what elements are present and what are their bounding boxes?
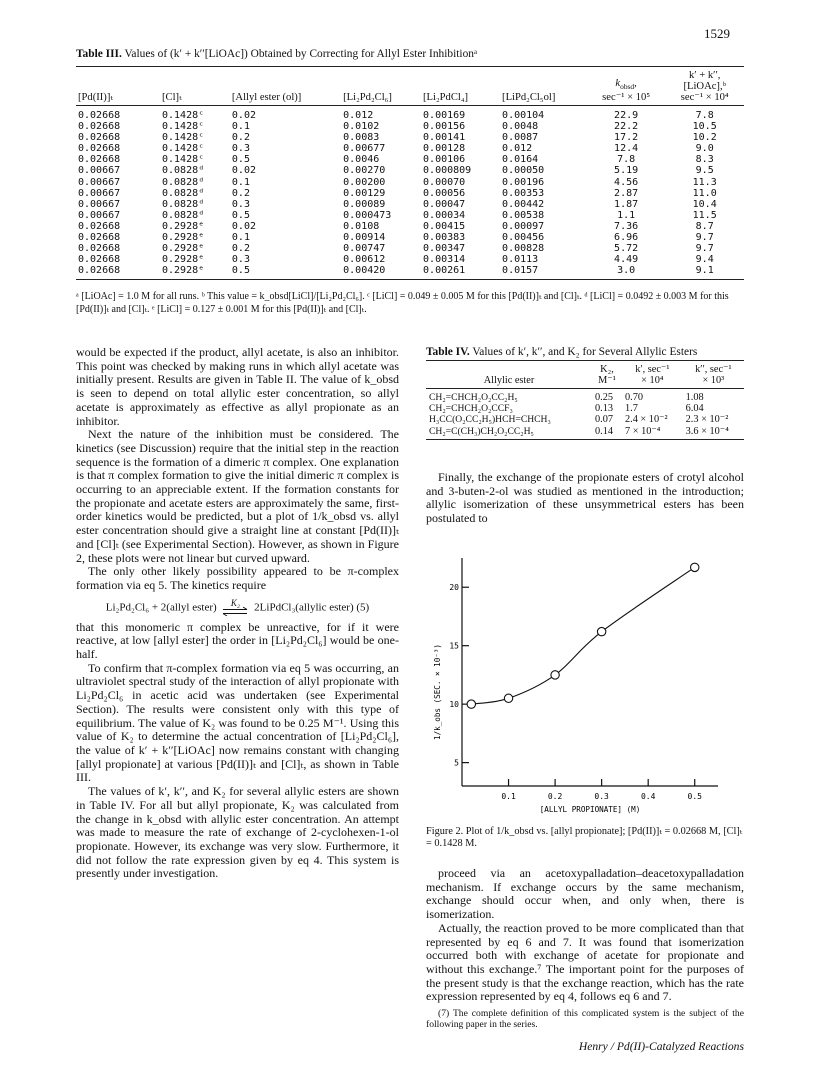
table3-row [76, 199, 744, 210]
table3-cell: 17.2 [614, 132, 639, 144]
table3-cell: 0.5 [231, 154, 250, 166]
table3-cell: 0.00128 [423, 143, 466, 155]
table3-cell: 0.00538 [502, 209, 545, 221]
table3-cell: 0.0113 [502, 254, 539, 266]
eq-constant: K₂ [230, 597, 240, 608]
x-tick-label: 0.4 [640, 792, 656, 801]
table3-cell: 9.7 [695, 232, 714, 244]
table3-header: [Li₂Pd₂Cl₆] [341, 67, 421, 106]
table3-cell: 22.2 [614, 121, 639, 133]
table3-cell: 9.5 [695, 165, 714, 177]
table4-cell: 0.13 [595, 403, 614, 415]
figure-2-chart [426, 546, 744, 820]
table4-cell: 2.4 × 10⁻² [624, 414, 668, 426]
table4-cell: 6.04 [685, 403, 704, 415]
table3-cell: 0.00129 [343, 187, 386, 199]
table3-cell: 0.1 [231, 121, 250, 133]
table4-header-k1 [622, 361, 683, 389]
table4-header-k3 [683, 361, 744, 389]
paragraph: Finally, the exchange of the propionate esters of crotyl alcohol and 3-buten-2-ol was studied as mentioned in the introduction; allylic isomerization of these unsymmetrical esters has been postulated to [426, 470, 744, 526]
table3-cell: 1.87 [614, 198, 639, 210]
table3-cell: 0.02668 [78, 254, 121, 266]
table3-cell: 0.02 [231, 220, 256, 232]
equilibrium-arrow-icon [222, 607, 248, 616]
table3-cell: 5.72 [614, 243, 639, 255]
table3-header: [Pd(II)]ₜ [76, 67, 160, 106]
table4 [426, 360, 744, 440]
table3-cell: 9.1 [665, 265, 744, 280]
table3-cell: 0.00169 [423, 110, 466, 121]
table3-row [76, 265, 744, 280]
table3-cell: 0.0164 [502, 154, 539, 166]
header-line: k′, sec⁻¹ [635, 364, 670, 375]
table3-caption-label: Table III. [76, 48, 122, 60]
table3-row [76, 143, 744, 154]
table4-cell: 1.7 [624, 403, 638, 415]
table3-cell: 10.5 [692, 121, 717, 133]
table3-body [76, 106, 744, 280]
table3-cell: 0.2 [231, 187, 250, 199]
y-tick-label: 20 [449, 583, 459, 593]
table3-cell: 0.00747 [343, 243, 386, 255]
table3-cell: 0.00200 [343, 176, 386, 188]
table3-caption [76, 48, 477, 60]
table3-cell: 11.0 [692, 187, 717, 199]
table4-caption [426, 346, 697, 358]
table3-row [76, 243, 744, 254]
table3-cell: 0.00677 [343, 143, 386, 155]
x-tick-label: 0.2 [547, 792, 563, 801]
table4-row [426, 414, 744, 425]
table3-cell: 0.000809 [423, 165, 472, 177]
table3-cell: 9.0 [695, 143, 714, 155]
table3-cell: 0.2928ᵉ [160, 265, 230, 280]
table3-cell: 0.0083 [343, 132, 380, 144]
table3-cell: 0.0828ᵈ [162, 209, 205, 221]
page-number: 1529 [704, 26, 730, 41]
table4-row [426, 403, 744, 414]
table3-cell: 0.3 [231, 198, 250, 210]
right-column-bottom [426, 867, 744, 1030]
table3-cell: 0.0087 [502, 132, 539, 144]
table4-cell: 1.08 [685, 392, 704, 403]
table4-cell: 0.70 [624, 392, 643, 403]
table3-header: [LiPd₂Cl₅ol] [500, 67, 587, 106]
table3-row [76, 232, 744, 243]
table4-caption-text: Values of k′, k′′, and K₂ for Several Allylic Esters [469, 346, 698, 358]
table3-cell: 7.8 [695, 110, 714, 121]
table4-cell: 0.14 [592, 426, 622, 440]
table3-cell: 7.36 [614, 220, 639, 232]
table3-cell: 0.00261 [421, 265, 500, 280]
table3-cell: 0.02668 [78, 154, 121, 166]
table3-header: [Li₂PdCl₄] [421, 67, 500, 106]
table3-cell: 0.00347 [423, 243, 466, 255]
table3-cell: 0.00667 [78, 198, 121, 210]
table3-cell: 6.96 [614, 232, 639, 244]
table3-cell: 9.7 [695, 243, 714, 255]
header-line: k′′, sec⁻¹ [695, 364, 732, 375]
y-tick-label: 10 [449, 700, 459, 710]
table3-cell: 0.1 [231, 232, 250, 244]
y-axis-label: 1/k_obs (SEC. × 10⁻³) [433, 643, 442, 741]
x-tick-label: 0.5 [687, 792, 702, 801]
table3-header: [Cl]ₜ [160, 67, 230, 106]
paragraph: Actually, the reaction proved to be more complicated than that represented by eq 6 and 7. It was found that isomerization occurred both with exchange of acetate for propionate and without this exchange.⁷ The important point for the purposes of the present study is that the exchange reaction, which has the rate expression represented by eq 4, follows eq 6 and 7. [426, 920, 744, 1004]
y-tick-label: 15 [449, 641, 459, 651]
table3-cell: 0.00104 [502, 110, 545, 121]
table3-row [76, 165, 744, 176]
table4-cell: 0.07 [595, 414, 614, 426]
table3-cell: 0.00828 [502, 243, 545, 255]
table3-cell: 0.0102 [343, 121, 380, 133]
table3-cell: 0.0108 [343, 220, 380, 232]
header-k-sub: obsd [620, 82, 635, 91]
header-line: sec⁻¹ × 10⁴ [680, 92, 729, 103]
header-line: × 10⁴ [641, 375, 664, 386]
table4-header-k2 [592, 361, 622, 389]
eq-right: 2LiPdCl₃(allylic ester) (5) [254, 601, 370, 614]
table3-cell: 0.00097 [502, 220, 545, 232]
running-footer: Henry / Pd(II)-Catalyzed Reactions [578, 1040, 744, 1053]
table3-cell: 4.49 [614, 254, 639, 266]
table3-cell: 0.00270 [343, 165, 386, 177]
table3-cell: 0.00456 [502, 232, 545, 244]
paragraph: The only other likely possibility appeared to be π-complex formation via eq 5. The kinetics require [76, 564, 399, 592]
table3-cell: 22.9 [614, 110, 639, 121]
table3-cell: 1.1 [617, 209, 636, 221]
figure-2-caption: Figure 2. Plot of 1/k_obsd vs. [allyl propionate]; [Pd(II)]ₜ = 0.02668 M, [Cl]ₜ = 0.1428 M. [426, 826, 743, 850]
table3-cell: 0.00667 [78, 176, 121, 188]
table3-cell: 12.4 [614, 143, 639, 155]
table4-cell: CH₂=C(CH₃)CH₂O₂CC₂H₅ [426, 426, 592, 440]
eq-arrow [222, 599, 248, 617]
table3-cell: 0.02668 [78, 232, 121, 244]
header-k: k [615, 77, 621, 89]
table3-cell: 0.00314 [423, 254, 466, 266]
table3-cell: 0.2 [231, 132, 250, 144]
table3-cell: 11.5 [692, 209, 717, 221]
table3-cell: 0.0157 [500, 265, 587, 280]
table3-cell: 0.00056 [423, 187, 466, 199]
table4-caption-label: Table IV. [426, 346, 470, 358]
footnote-7: (7) The complete definition of this complicated system is the subject of the following paper in the series. [426, 1008, 744, 1031]
table3-cell: 0.1 [231, 176, 250, 188]
paragraph: proceed via an acetoxypalladation–deacetoxypalladation mechanism. If exchange occurs by the same mechanism, exchange should occur when, and only when, there is isomerization. [426, 866, 744, 922]
header-line: M⁻¹ [598, 375, 616, 386]
x-tick-label: 0.3 [594, 792, 609, 801]
table3-cell: 0.00050 [502, 165, 545, 177]
table3-cell: 0.0828ᵈ [162, 198, 205, 210]
table3-cell: 8.3 [695, 154, 714, 166]
table3-cell: 0.02668 [78, 143, 121, 155]
table3-cell: 0.00196 [502, 176, 545, 188]
data-point [467, 700, 475, 708]
table3-cell: 0.02668 [78, 110, 121, 121]
table3-row [76, 106, 744, 122]
table3-cell: 0.5 [231, 209, 250, 221]
table3-row [76, 188, 744, 199]
table3-row [76, 154, 744, 165]
table3-cell: 9.4 [695, 254, 714, 266]
table3-cell: 0.0046 [343, 154, 380, 166]
table3-cell: 0.02 [231, 110, 256, 121]
header-line: k′ + k′′, [688, 70, 721, 81]
table3-cell: 0.2928ᵉ [162, 232, 205, 244]
table3-cell: 0.1428ᶜ [162, 132, 205, 144]
x-axis-label: [ALLYL PROPIONATE] (M) [539, 805, 641, 814]
table3-cell: 0.2928ᵉ [162, 254, 205, 266]
table4-cell: H₃CC(O₂CC₂H₅)HCH=CHCH₃ [429, 414, 551, 426]
equation-5 [76, 599, 399, 617]
table4-header: Allylic ester [426, 361, 592, 389]
table3-cell: 0.00442 [502, 198, 545, 210]
eq-left: Li₂Pd₂Cl₆ + 2(allyl ester) [105, 601, 217, 614]
table4-row [426, 426, 744, 440]
paragraph: The values of k′, k′′, and K₂ for several allylic esters are shown in Table IV. For all but allyl propionate, K₂ was calculated from the change in k_obsd with allylic ester concentration. An attempt was made to measure the rate of exchange of 2-cyclohexen-1-ol propionate. However, its exchange was very slow. Furthermore, it did not follow the rate expression given by eq 4. This system is presently under investigation. [76, 784, 399, 881]
table4-cell: 0.25 [595, 392, 614, 403]
table4-cell: CH₂=CHCH₂O₂CC₂H₅ [429, 392, 518, 403]
table3-cell: 0.02668 [78, 132, 121, 144]
table3-cell: 4.56 [614, 176, 639, 188]
table3-cell: 0.00047 [423, 198, 466, 210]
x-tick-label: 0.1 [501, 792, 516, 801]
table4-cell: 3.6 × 10⁻⁴ [683, 426, 744, 440]
table3-cell: 0.0828ᵈ [162, 176, 205, 188]
table3-cell: 0.00612 [343, 254, 386, 266]
table3-cell: 0.00156 [423, 121, 466, 133]
table3 [76, 66, 744, 280]
table3-cell: 5.19 [614, 165, 639, 177]
table3-cell: 0.00667 [78, 209, 121, 221]
table4-row [426, 389, 744, 404]
table3-caption-text: Values of (k′ + k′′[LiOAc]) Obtained by Correcting for Allyl Ester Inhibitionᵃ [121, 48, 478, 60]
table3-cell: 0.0828ᵈ [162, 165, 205, 177]
paragraph: would be expected if the product, allyl acetate, is also an inhibitor. This point was checked by making runs in which allyl acetate was initially present. Results are given in Table II. The value of k_obsd is seen to depend on total allylic ester concentration, so allyl acetate is approximately as effective as allyl propionate as an inhibitor. [76, 345, 399, 428]
table3-cell: 0.012 [343, 110, 374, 121]
table3-cell: 0.00106 [423, 154, 466, 166]
right-column-top [426, 471, 744, 526]
header-comma: , [634, 77, 637, 89]
table3-header-kprime [665, 67, 744, 106]
header-line: [LiOAc],ᵇ [683, 81, 726, 92]
table3-cell: 0.00353 [502, 187, 545, 199]
table3-header-kobsd [587, 67, 666, 106]
table3-cell: 10.4 [692, 198, 717, 210]
data-curve [471, 567, 694, 704]
table3-cell: 0.02668 [78, 220, 121, 232]
table3-cell: 0.2928ᵉ [162, 243, 205, 255]
table4-cell: 2.3 × 10⁻² [685, 414, 729, 426]
data-point [551, 671, 559, 679]
table3-cell: 0.02668 [76, 265, 160, 280]
y-tick-label: 5 [454, 758, 459, 768]
table3-cell: 0.0048 [502, 121, 539, 133]
table3-cell: 0.00034 [423, 209, 466, 221]
table3-cell: 0.3 [231, 254, 250, 266]
table3-row [76, 177, 744, 188]
paragraph: To confirm that π-complex formation via eq 5 was occurring, an ultraviolet spectral study of the interaction of allyl propionate with Li₂Pd₂Cl₆ in acetic acid was undertaken (see Experimental Section). The results were consistent only with this type of equilibrium. The value of K₂ was found to be 0.25 M⁻¹. Using this value of K₂ to determine the actual concentration of [Li₂Pd₂Cl₆], the value of k′ + k′′[LiOAc] now remains constant with changing [allyl propionate] at various [Pd(II)]ₜ and [Cl]ₜ, as shown in Table III. [76, 660, 399, 785]
table3-cell: 0.000473 [343, 209, 392, 221]
table3-cell: 0.1428ᶜ [162, 110, 205, 121]
table3-cell: 0.1428ᶜ [162, 121, 205, 133]
table3-cell: 0.00420 [341, 265, 421, 280]
table3-footnote: ᵃ [LiOAc] = 1.0 M for all runs. ᵇ This value = k_obsd[LiCl]/[Li₂Pd₂Cl₆]. ᶜ [LiCl] = 0.049 ± 0.005 M for this [Pd(II)]ₜ and [Cl]ₜ. ᵈ [LiCl] = 0.0492 ± 0.003 M for this [Pd(II)]ₜ and [Cl]ₜ. ᵉ [LiCl] = 0.127 ± 0.001 M for this [Pd(II)]ₜ and [Cl]ₜ. [76, 291, 729, 315]
table3-cell: 0.02668 [78, 243, 121, 255]
data-point [504, 694, 512, 702]
table3-row [76, 121, 744, 132]
table3-cell: 0.02 [231, 165, 256, 177]
table3-cell: 0.00914 [343, 232, 386, 244]
table3-cell: 2.87 [614, 187, 639, 199]
table3-cell: 0.5 [230, 265, 341, 280]
table3-cell: 8.7 [695, 220, 714, 232]
left-column [76, 346, 399, 881]
table3-cell: 0.00070 [423, 176, 466, 188]
table3-cell: 10.2 [692, 132, 717, 144]
table3-cell: 0.00089 [343, 198, 386, 210]
table3-row [76, 254, 744, 265]
table3-row [76, 221, 744, 232]
table4-cell: 7 × 10⁻⁴ [622, 426, 683, 440]
table4-body [426, 389, 744, 440]
table3-cell: 0.00415 [423, 220, 466, 232]
data-point [691, 563, 699, 571]
header-line: K₂, [600, 364, 614, 375]
header-units: sec⁻¹ × 10⁵ [602, 92, 651, 103]
table3-cell: 0.00141 [423, 132, 466, 144]
paragraph: that this monomeric π complex be unreactive, for if it were reactive, at low [allyl ester] the order in [Li₂Pd₂Cl₆] would be one-half. [76, 619, 399, 662]
table3-cell: 0.0828ᵈ [162, 187, 205, 199]
table3-cell: 11.3 [692, 176, 717, 188]
table3-cell: 0.00667 [78, 165, 121, 177]
table4-cell: CH₂=CHCH₂O₂CCF₃ [429, 403, 513, 415]
table3-cell: 0.02668 [78, 121, 121, 133]
table3-cell: 0.1428ᶜ [162, 154, 205, 166]
table3-cell: 0.00383 [423, 232, 466, 244]
table3-header: [Allyl ester (ol)] [230, 67, 341, 106]
table3-cell: 0.012 [502, 143, 533, 155]
table3-cell: 0.3 [231, 143, 250, 155]
table3-row [76, 210, 744, 221]
table3-cell: 0.2 [231, 243, 250, 255]
table3-cell: 0.00667 [78, 187, 121, 199]
paragraph: Next the nature of the inhibition must be considered. The kinetics (see Discussion) require that the initial step in the reaction sequence is the formation of a dimeric π complex. One explanation is that π complex formation to give the initial dimeric π complex is occurring to an appreciable extent. If the formation constants for the propionate and acetate esters are approximately the same, first-order kinetics would be predicted, but a plot of 1/k_obsd vs. allyl ester concentration should give a straight line at constant [Pd(II)]ₜ and [Cl]ₜ (see Experimental Section). However, as shown in Figure 2, these plots were not linear but curved upward. [76, 427, 399, 565]
table3-row [76, 132, 744, 143]
data-point [597, 627, 605, 635]
table3-cell: 0.1428ᶜ [162, 143, 205, 155]
header-line: × 10³ [702, 375, 725, 386]
table3-cell: 3.0 [587, 265, 666, 280]
table3-cell: 0.2928ᵉ [162, 220, 205, 232]
table3-cell: 7.8 [617, 154, 636, 166]
